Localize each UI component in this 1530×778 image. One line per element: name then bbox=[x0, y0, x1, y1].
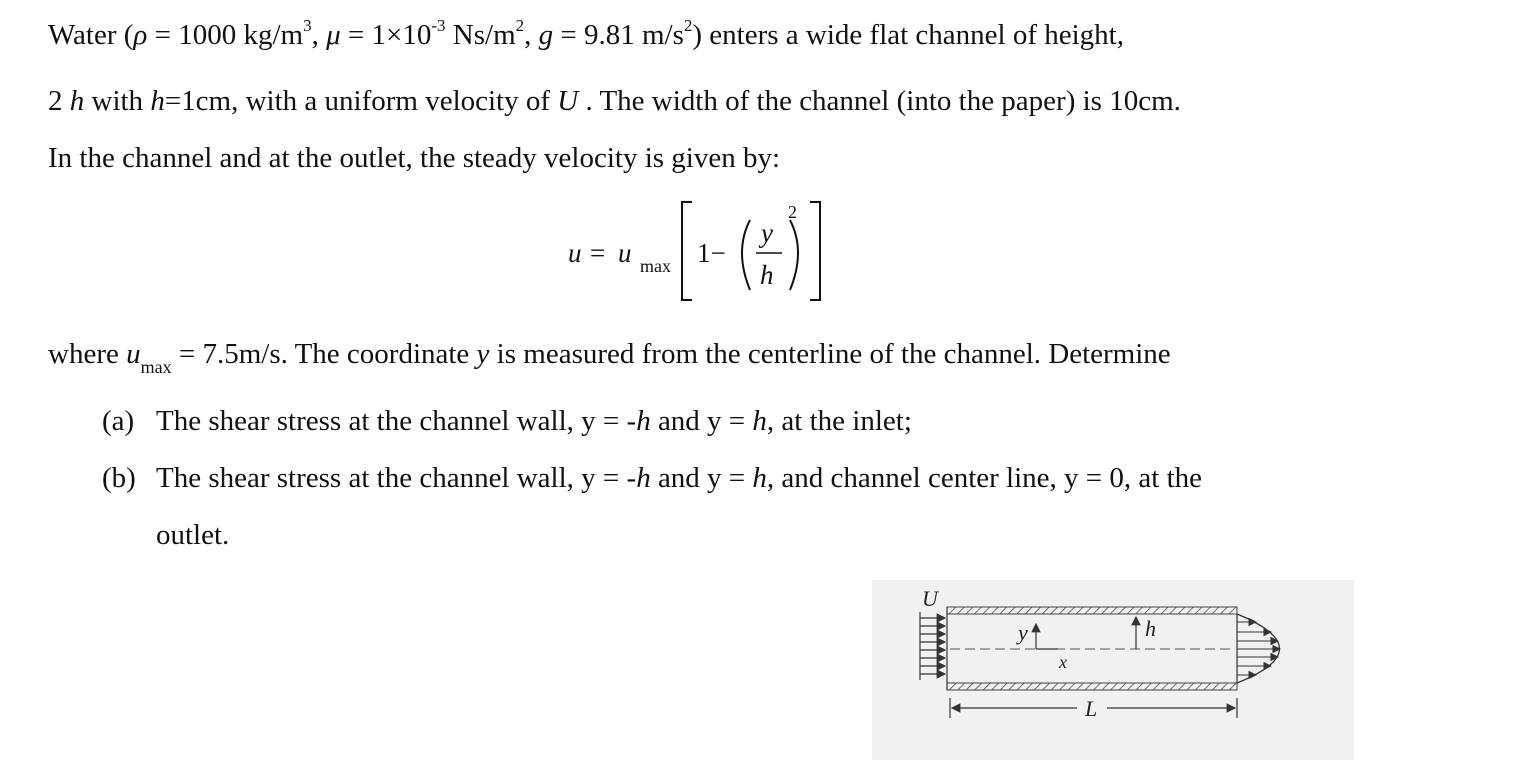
text: =1cm, with a uniform velocity of bbox=[164, 85, 558, 117]
text: , at the inlet; bbox=[766, 405, 912, 437]
exponent: 3 bbox=[303, 16, 312, 35]
figure-label-L: L bbox=[1085, 696, 1098, 721]
exponent: 2 bbox=[515, 16, 525, 35]
text: ) enters a wide flat channel of height, bbox=[692, 19, 1124, 51]
text: = 9.81 m/s bbox=[553, 19, 684, 51]
text: where bbox=[48, 338, 127, 370]
text: = 7.5m/s. The coordinate bbox=[171, 338, 477, 370]
h-symbol: h bbox=[752, 405, 767, 437]
part-b-text bbox=[156, 461, 1202, 495]
U-symbol: U bbox=[557, 85, 579, 117]
h-symbol: h bbox=[636, 462, 651, 494]
text: 2 bbox=[48, 85, 63, 117]
part-b-text-cont: outlet. bbox=[156, 519, 230, 551]
mu-symbol: μ bbox=[326, 19, 341, 51]
h-symbol: h bbox=[636, 405, 651, 437]
part-a-text bbox=[156, 404, 912, 438]
intro-line-2 bbox=[48, 84, 1181, 118]
h-symbol: h bbox=[69, 85, 85, 117]
eq-h: h bbox=[760, 260, 774, 290]
rho-symbol: ρ bbox=[133, 19, 148, 51]
channel-flow-figure bbox=[872, 580, 1354, 760]
g-symbol: g bbox=[538, 19, 554, 51]
text: with bbox=[84, 85, 151, 117]
eq-u: u bbox=[568, 238, 582, 268]
exponent: -3 bbox=[431, 16, 446, 35]
eq-y: y bbox=[761, 218, 773, 248]
h-symbol: h bbox=[752, 462, 767, 494]
text: . The width of the channel (into the paper) is 10cm. bbox=[578, 85, 1181, 117]
intro-line-1 bbox=[48, 18, 1124, 52]
text: and y = bbox=[650, 462, 753, 494]
h-symbol: h bbox=[150, 85, 165, 117]
eq-one-minus: 1− bbox=[697, 238, 726, 268]
velocity-equation bbox=[560, 196, 850, 306]
text: The shear stress at the channel wall, y = - bbox=[156, 405, 637, 437]
intro-line-3: In the channel and at the outlet, the steady velocity is given by: bbox=[48, 142, 781, 174]
y-symbol: y bbox=[476, 338, 490, 370]
text: Water ( bbox=[48, 19, 134, 51]
text: is measured from the centerline of the channel. Determine bbox=[489, 338, 1171, 370]
exponent: 2 bbox=[683, 16, 693, 35]
eq-umax-sub: max bbox=[640, 256, 671, 276]
text: , bbox=[524, 19, 539, 51]
text: = 1000 kg/m bbox=[147, 19, 304, 51]
figure-label-h: h bbox=[1145, 616, 1156, 641]
where-line bbox=[48, 337, 1171, 377]
figure-label-x: x bbox=[1059, 652, 1067, 672]
text: = 1×10 bbox=[340, 19, 432, 51]
part-a-label: (a) bbox=[102, 405, 135, 437]
eq-umax-u: u bbox=[618, 238, 632, 268]
figure-label-U: U bbox=[922, 586, 938, 611]
text: and y = bbox=[650, 405, 753, 437]
part-b-label: (b) bbox=[102, 462, 136, 494]
u-symbol: u bbox=[126, 338, 141, 370]
eq-exponent: 2 bbox=[788, 202, 797, 222]
figure-label-y: y bbox=[1018, 620, 1028, 645]
channel-diagram bbox=[872, 580, 1354, 760]
text: The shear stress at the channel wall, y = - bbox=[156, 462, 637, 494]
subscript: max bbox=[140, 357, 172, 377]
text: , and channel center line, y = 0, at the bbox=[766, 462, 1202, 494]
eq-equals: = bbox=[590, 238, 606, 268]
text: , bbox=[311, 19, 327, 51]
text: Ns/m bbox=[445, 19, 516, 51]
